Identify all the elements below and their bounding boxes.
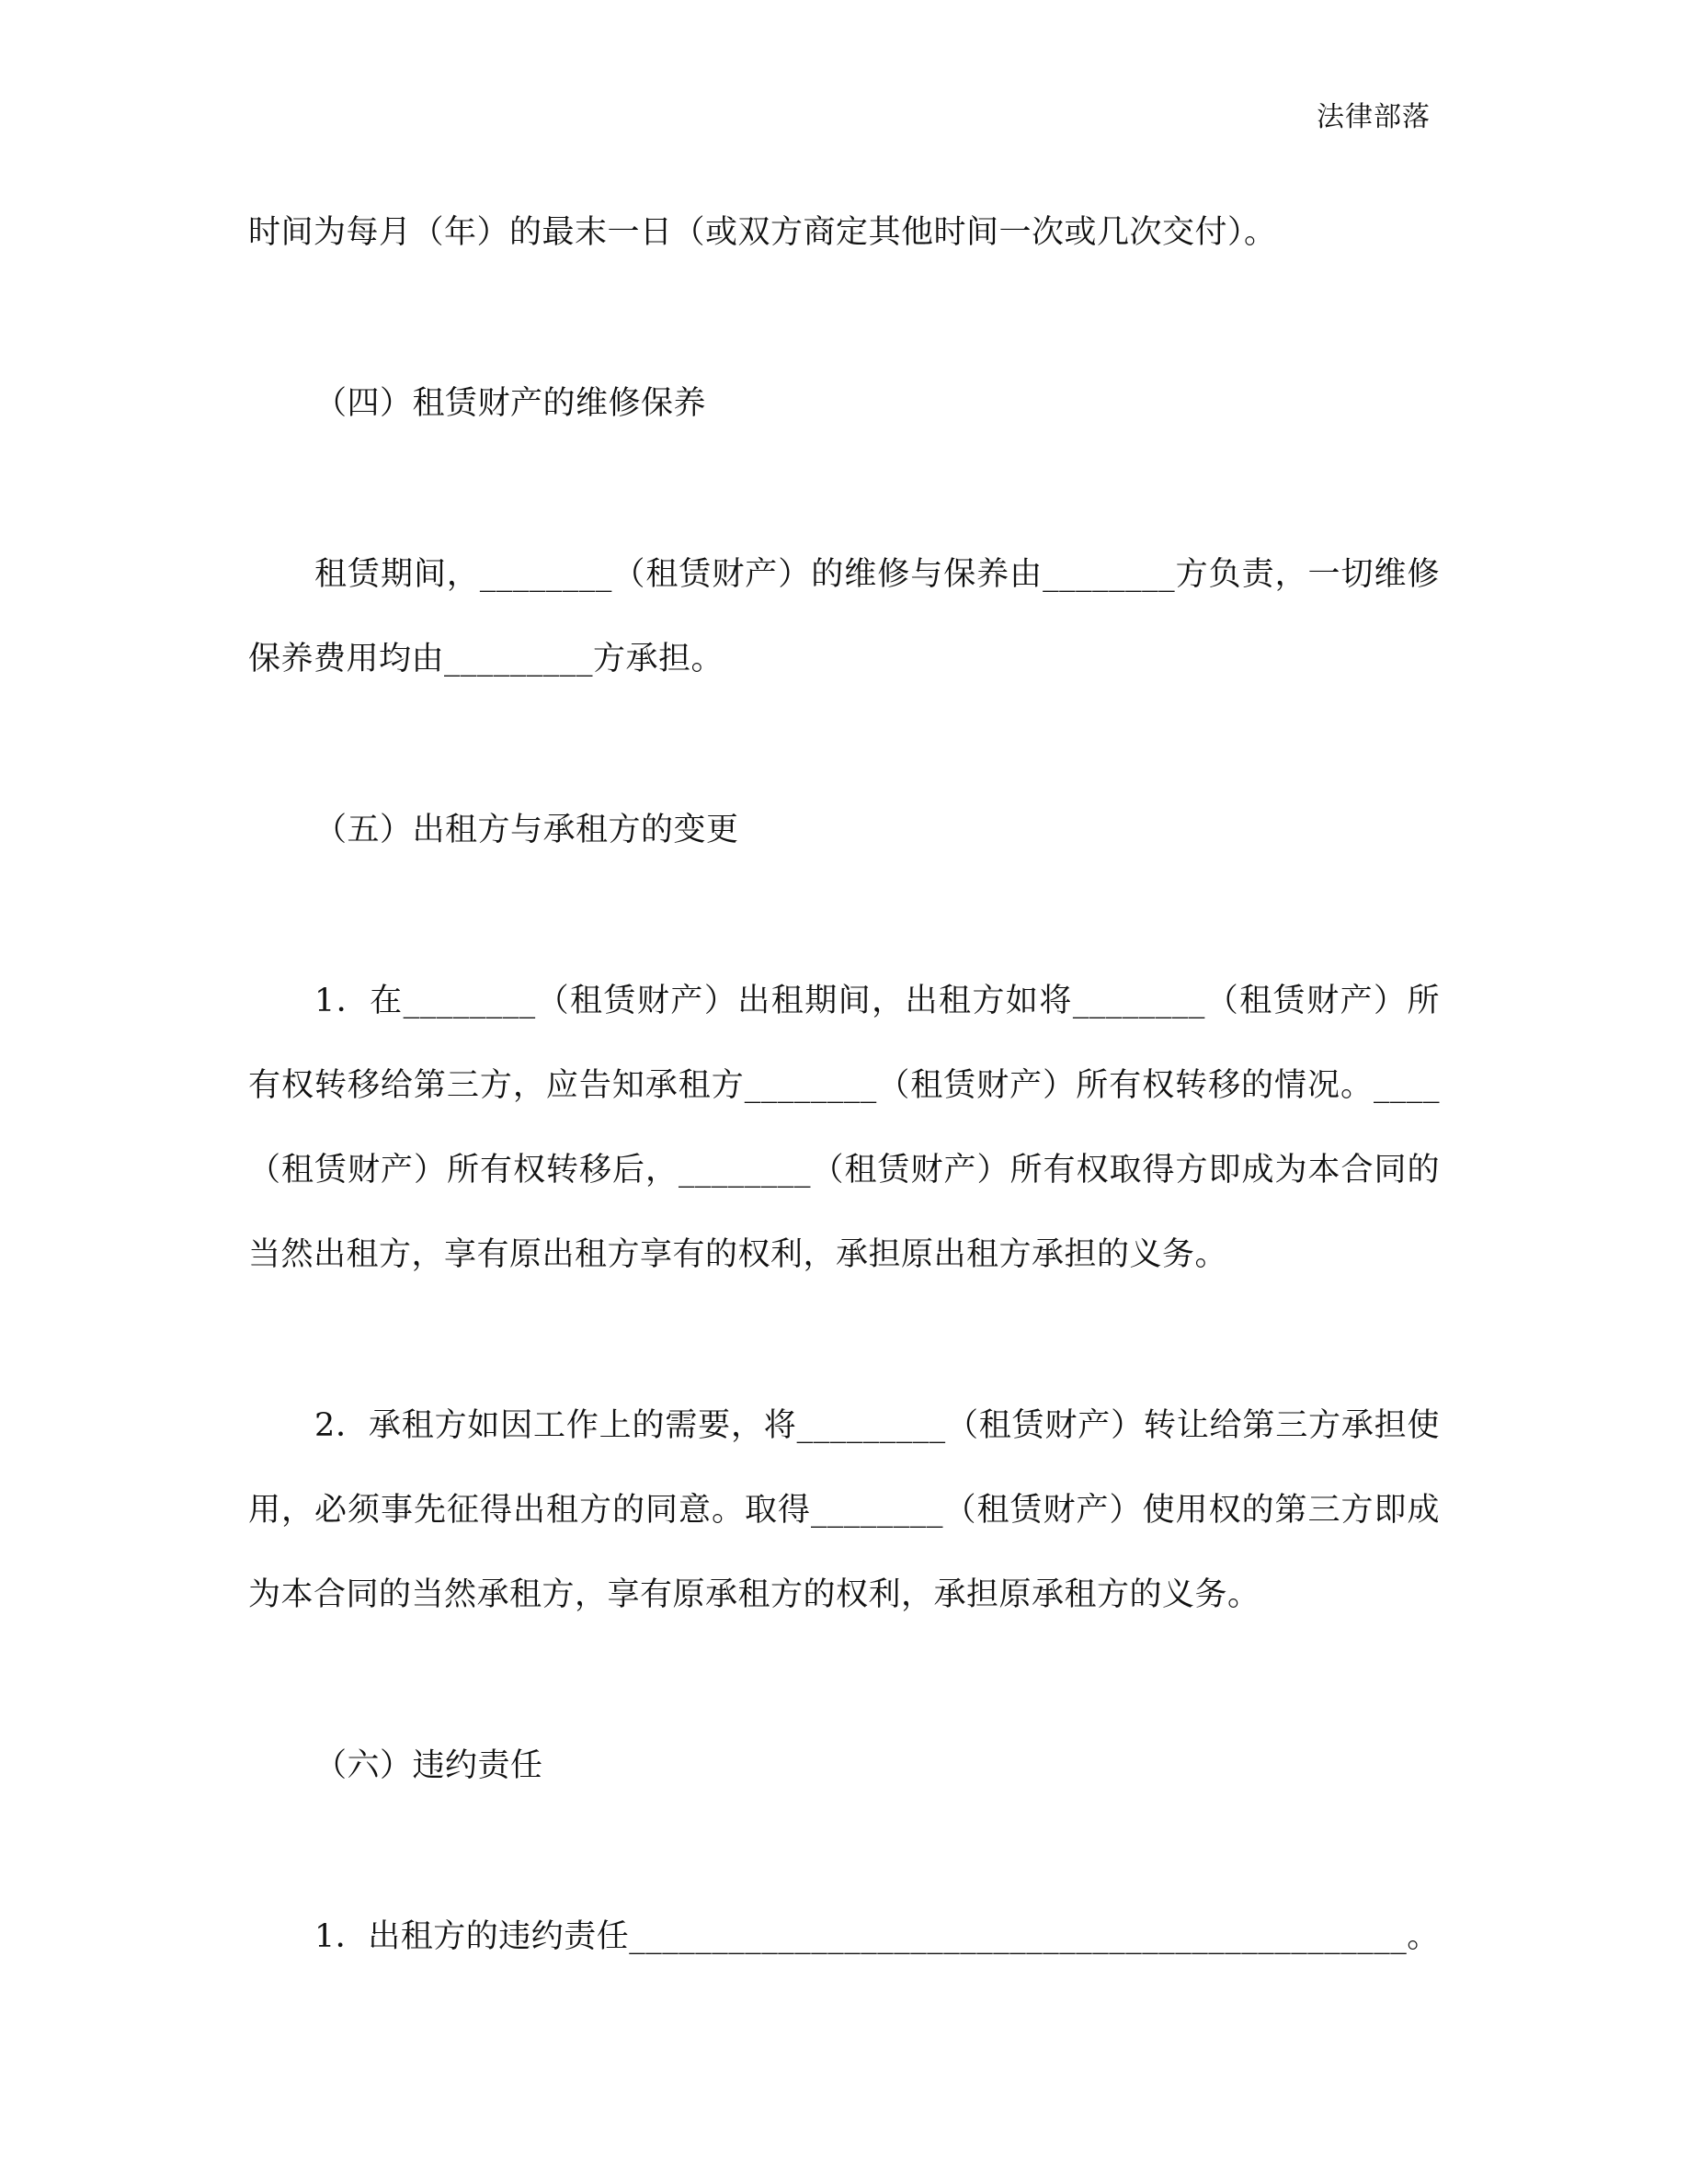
header-brand: 法律部落 <box>1317 101 1431 133</box>
paragraph-maintenance: 租赁期间，________（租赁财产）的维修与保养由________方负责，一切维修保养费用均由_________方承担。 <box>248 556 1440 677</box>
paragraph-payment-time: 时间为每月（年）的最末一日（或双方商定其他时间一次或几次交付）。 <box>248 214 1277 251</box>
paragraph-gap <box>248 1637 1440 1723</box>
section-heading-party-change: （五）出租方与承租方的变更 <box>314 812 739 848</box>
paragraph-gap <box>248 1297 1440 1383</box>
paragraph-sublease: 2．承租方如因工作上的需要，将_________（租赁财产）转让给第三方承担使用，必须事先征得出租方的同意。取得________（租赁财产）使用权的第三方即成为本合同的当然承租方，享有原承租方的权利，承担原承租方的义务。 <box>248 1407 1440 1613</box>
paragraph-lessor-liability: 1．出租方的违约责任_______________________________________________。 <box>314 1918 1440 1955</box>
paragraph-gap <box>248 1808 1440 1894</box>
paragraph-gap <box>248 446 1440 532</box>
paragraph-gap <box>248 701 1440 788</box>
section-heading-liability: （六）违约责任 <box>314 1747 543 1784</box>
paragraph-ownership-transfer: 1．在________（租赁财产）出租期间，出租方如将________（租赁财产）所有权转移给第三方，应告知承租方________（租赁财产）所有权转移的情况。____（租赁财产）所有权转移后，________（租赁财产）所有权取得方即成为本合同的当然出租方，享有原出租方享有的权利，承担原出租方承担的义务。 <box>248 983 1440 1273</box>
paragraph-gap <box>248 872 1440 959</box>
document-body <box>248 190 1440 1979</box>
section-heading-maintenance: （四）租赁财产的维修保养 <box>314 385 707 422</box>
paragraph-gap <box>248 275 1440 361</box>
